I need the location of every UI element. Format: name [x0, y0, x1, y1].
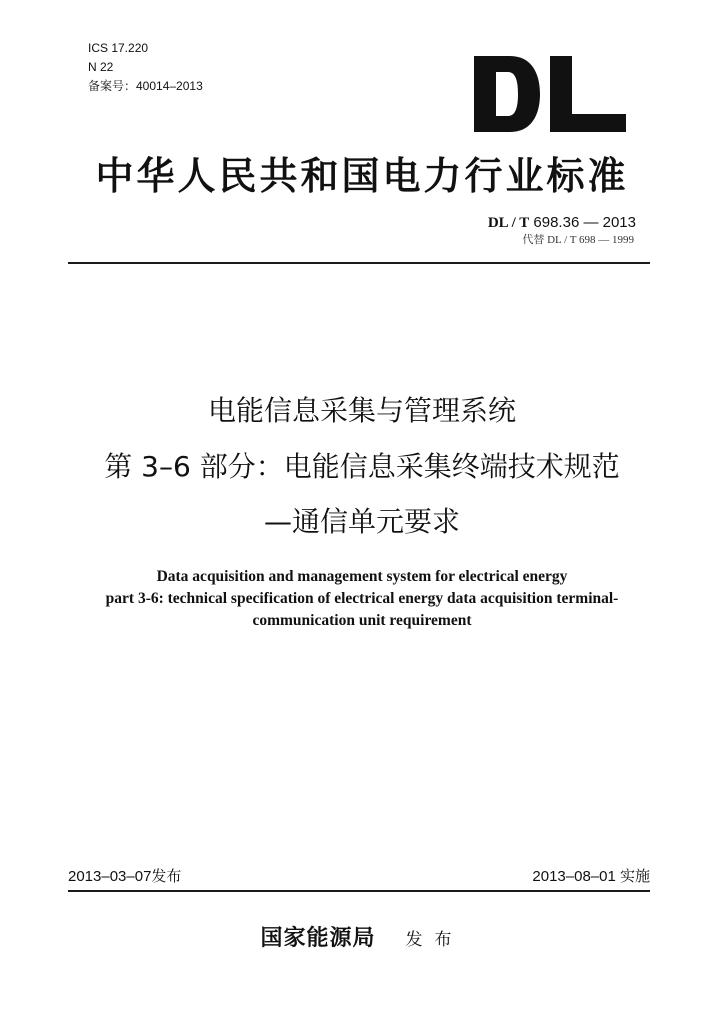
issuer-verb: 发布 [405, 930, 464, 950]
issuer [0, 924, 724, 954]
standard-number-prefix: DL / T [487, 215, 530, 231]
bottom-divider [68, 890, 650, 892]
dl-logo [470, 52, 630, 136]
standard-number [488, 214, 636, 232]
industry-standard-header: 中华人民共和国电力行业标准 [95, 153, 629, 198]
issuer-name: 国家能源局 [260, 925, 376, 951]
chinese-title-line-1: 电能信息采集与管理系统 [207, 394, 516, 427]
classification-code: N 22 [88, 60, 114, 74]
dl-logo-d [474, 56, 540, 132]
replaces-standard: 代替 DL / T 698 — 1999 [522, 234, 634, 246]
english-title-line-1: Data acquisition and management system for electrical energy [156, 568, 568, 585]
top-divider [68, 262, 650, 264]
english-title-line-3: communication unit requirement [252, 612, 472, 629]
english-title-line-2: part 3-6: technical specification of electrical energy data acquisition terminal- [105, 590, 619, 607]
issue-date: 2013–03–07发布 [68, 868, 182, 885]
implementation-date: 2013–08–01 实施 [532, 868, 650, 885]
record-number: 备案号：40014–2013 [88, 79, 203, 93]
standard-number-value: 698.36 — 2013 [533, 214, 636, 231]
ics-code: ICS 17.220 [88, 41, 149, 55]
dl-logo-l [550, 56, 626, 132]
chinese-title-line-2: 第 3–6 部分：电能信息采集终端技术规范 [104, 450, 620, 483]
chinese-title-line-3: —通信单元要求 [263, 505, 460, 538]
